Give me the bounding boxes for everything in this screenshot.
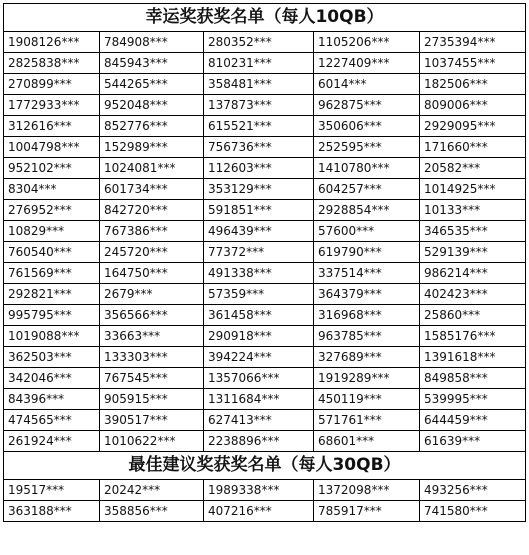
table-row — [4, 305, 526, 326]
winner-id-cell: 1772933*** — [4, 95, 100, 116]
winner-id-cell: 356566*** — [100, 305, 204, 326]
winners-list-sheet — [3, 3, 525, 522]
winner-id-cell: 10829*** — [4, 221, 100, 242]
table-row — [4, 158, 526, 179]
winner-id-cell: 252595*** — [314, 137, 420, 158]
winner-id-cell: 905915*** — [100, 389, 204, 410]
winner-id-cell: 767386*** — [100, 221, 204, 242]
winner-id-cell: 529139*** — [420, 242, 526, 263]
winner-id-cell: 619790*** — [314, 242, 420, 263]
winner-id-cell: 337514*** — [314, 263, 420, 284]
winner-id-cell: 952102*** — [4, 158, 100, 179]
table-row — [4, 200, 526, 221]
winner-id-cell: 327689*** — [314, 347, 420, 368]
winner-id-cell: 842720*** — [100, 200, 204, 221]
winner-id-cell: 346535*** — [420, 221, 526, 242]
table-row — [4, 389, 526, 410]
winner-id-cell: 8304*** — [4, 179, 100, 200]
winner-id-cell: 270899*** — [4, 74, 100, 95]
winner-id-cell: 2238896*** — [204, 431, 314, 452]
winner-id-cell: 164750*** — [100, 263, 204, 284]
winner-id-cell: 33663*** — [100, 326, 204, 347]
winner-id-cell: 1024081*** — [100, 158, 204, 179]
winners-table — [3, 3, 526, 522]
winner-id-cell: 1372098*** — [314, 480, 420, 501]
winner-id-cell: 353129*** — [204, 179, 314, 200]
winner-id-cell: 363188*** — [4, 501, 100, 522]
lucky-prize-title: 幸运奖获奖名单（每人10QB） — [4, 4, 526, 32]
winner-id-cell: 496439*** — [204, 221, 314, 242]
winner-id-cell: 1010622*** — [100, 431, 204, 452]
winner-id-cell: 845943*** — [100, 53, 204, 74]
winner-id-cell: 849858*** — [420, 368, 526, 389]
winner-id-cell: 77372*** — [204, 242, 314, 263]
winner-id-cell: 761569*** — [4, 263, 100, 284]
winner-id-cell: 280352*** — [204, 32, 314, 53]
winner-id-cell: 10133*** — [420, 200, 526, 221]
winner-id-cell: 1908126*** — [4, 32, 100, 53]
winner-id-cell: 604257*** — [314, 179, 420, 200]
winner-id-cell: 1919289*** — [314, 368, 420, 389]
winner-id-cell: 493256*** — [420, 480, 526, 501]
winner-id-cell: 19517*** — [4, 480, 100, 501]
winner-id-cell: 767545*** — [100, 368, 204, 389]
winner-id-cell: 2735394*** — [420, 32, 526, 53]
best-suggestion-prize-title: 最佳建议奖获奖名单（每人30QB） — [4, 452, 526, 480]
winner-id-cell: 852776*** — [100, 116, 204, 137]
winner-id-cell: 1311684*** — [204, 389, 314, 410]
winner-id-cell: 615521*** — [204, 116, 314, 137]
winner-id-cell: 1037455*** — [420, 53, 526, 74]
winner-id-cell: 1105206*** — [314, 32, 420, 53]
winner-id-cell: 171660*** — [420, 137, 526, 158]
winner-id-cell: 152989*** — [100, 137, 204, 158]
winner-id-cell: 261924*** — [4, 431, 100, 452]
winner-id-cell: 1989338*** — [204, 480, 314, 501]
winner-id-cell: 61639*** — [420, 431, 526, 452]
winner-id-cell: 450119*** — [314, 389, 420, 410]
winner-id-cell: 474565*** — [4, 410, 100, 431]
table-row — [4, 368, 526, 389]
table-row — [4, 32, 526, 53]
table-row — [4, 326, 526, 347]
winner-id-cell: 1227409*** — [314, 53, 420, 74]
winner-id-cell: 644459*** — [420, 410, 526, 431]
winner-id-cell: 57359*** — [204, 284, 314, 305]
winner-id-cell: 137873*** — [204, 95, 314, 116]
winner-id-cell: 20582*** — [420, 158, 526, 179]
table-row — [4, 95, 526, 116]
table-row — [4, 347, 526, 368]
winner-id-cell: 785917*** — [314, 501, 420, 522]
table-row — [4, 221, 526, 242]
winner-id-cell: 290918*** — [204, 326, 314, 347]
winner-id-cell: 358856*** — [100, 501, 204, 522]
table-row — [4, 431, 526, 452]
winner-id-cell: 952048*** — [100, 95, 204, 116]
winner-id-cell: 182506*** — [420, 74, 526, 95]
winner-id-cell: 133303*** — [100, 347, 204, 368]
winner-id-cell: 963785*** — [314, 326, 420, 347]
winner-id-cell: 112603*** — [204, 158, 314, 179]
winner-id-cell: 245720*** — [100, 242, 204, 263]
winner-id-cell: 362503*** — [4, 347, 100, 368]
table-row — [4, 501, 526, 522]
winner-id-cell: 57600*** — [314, 221, 420, 242]
winner-id-cell: 350606*** — [314, 116, 420, 137]
winner-id-cell: 1019088*** — [4, 326, 100, 347]
table-row — [4, 242, 526, 263]
winner-id-cell: 2825838*** — [4, 53, 100, 74]
winner-id-cell: 986214*** — [420, 263, 526, 284]
winner-id-cell: 784908*** — [100, 32, 204, 53]
winner-id-cell: 962875*** — [314, 95, 420, 116]
winner-id-cell: 2928854*** — [314, 200, 420, 221]
winner-id-cell: 995795*** — [4, 305, 100, 326]
winner-id-cell: 358481*** — [204, 74, 314, 95]
winner-id-cell: 2679*** — [100, 284, 204, 305]
winner-id-cell: 756736*** — [204, 137, 314, 158]
winner-id-cell: 402423*** — [420, 284, 526, 305]
winner-id-cell: 407216*** — [204, 501, 314, 522]
winner-id-cell: 627413*** — [204, 410, 314, 431]
table-row — [4, 53, 526, 74]
section-title-row — [4, 4, 526, 32]
winner-id-cell: 84396*** — [4, 389, 100, 410]
winner-id-cell: 68601*** — [314, 431, 420, 452]
winner-id-cell: 1585176*** — [420, 326, 526, 347]
winner-id-cell: 809006*** — [420, 95, 526, 116]
section-title-row — [4, 452, 526, 480]
winner-id-cell: 2929095*** — [420, 116, 526, 137]
table-row — [4, 179, 526, 200]
table-row — [4, 480, 526, 501]
winner-id-cell: 342046*** — [4, 368, 100, 389]
winner-id-cell: 1004798*** — [4, 137, 100, 158]
winner-id-cell: 491338*** — [204, 263, 314, 284]
table-row — [4, 74, 526, 95]
winner-id-cell: 1391618*** — [420, 347, 526, 368]
winner-id-cell: 1410780*** — [314, 158, 420, 179]
winner-id-cell: 25860*** — [420, 305, 526, 326]
winner-id-cell: 394224*** — [204, 347, 314, 368]
winner-id-cell: 316968*** — [314, 305, 420, 326]
winner-id-cell: 741580*** — [420, 501, 526, 522]
table-row — [4, 137, 526, 158]
table-row — [4, 263, 526, 284]
winner-id-cell: 539995*** — [420, 389, 526, 410]
winner-id-cell: 20242*** — [100, 480, 204, 501]
winner-id-cell: 544265*** — [100, 74, 204, 95]
table-row — [4, 410, 526, 431]
table-row — [4, 284, 526, 305]
winner-id-cell: 364379*** — [314, 284, 420, 305]
table-row — [4, 116, 526, 137]
winner-id-cell: 312616*** — [4, 116, 100, 137]
winner-id-cell: 6014*** — [314, 74, 420, 95]
winner-id-cell: 1357066*** — [204, 368, 314, 389]
winner-id-cell: 276952*** — [4, 200, 100, 221]
winner-id-cell: 292821*** — [4, 284, 100, 305]
winner-id-cell: 591851*** — [204, 200, 314, 221]
winner-id-cell: 760540*** — [4, 242, 100, 263]
winner-id-cell: 571761*** — [314, 410, 420, 431]
winner-id-cell: 390517*** — [100, 410, 204, 431]
winner-id-cell: 601734*** — [100, 179, 204, 200]
winner-id-cell: 361458*** — [204, 305, 314, 326]
winner-id-cell: 810231*** — [204, 53, 314, 74]
winner-id-cell: 1014925*** — [420, 179, 526, 200]
